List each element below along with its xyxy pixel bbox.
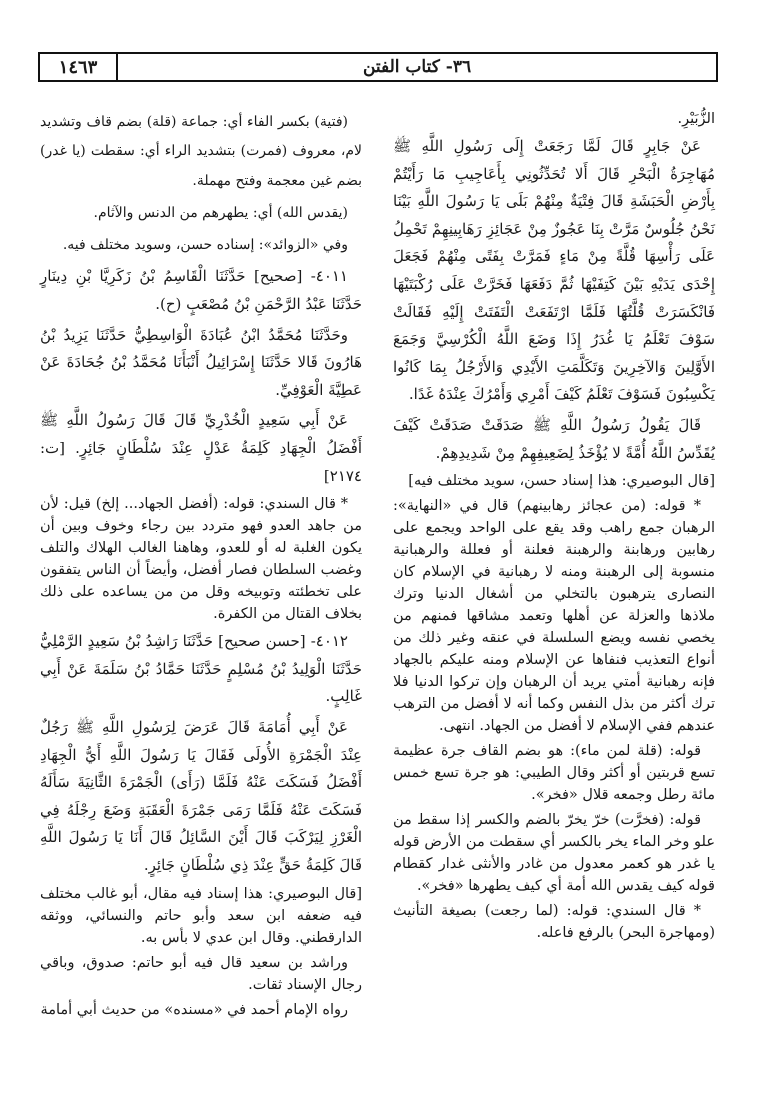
left-hadith-4011-isnad-2: وحَدَّثَنَا مُحَمَّدُ ابْنُ عُبَادَةَ الْوَاسِطِيُّ حَدَّثَنَا يَزِيدُ بْنُ هَارُونَ قَالا حَدَّثَنَا إِسْرَائِيلُ أَنْبَأَنَا مُحَمَّدُ بْنُ جُحَادَةَ عَنْ عَطِيَّةَ الْعَوْفِيِّ. [40, 325, 362, 399]
right-commentary-rahabin: * قوله: (من عجائز رهابينهم) قال في «النهاية»: الرهبان جمع راهب وقد يقع على الواحد ويجمع على رهابين ورهابنة والرهبنة فعلنة أو فعللة والرهبانية منسوبة إلى الرهبنة ومنه لا رهبانية في الإسلام كان النصارى يترهبون بالتخلي من أشغال الدنيا وترك ملاذها والعزلة عن أهلها وتعمد مشاقها فمنهم من يخصي نفسه ويضع السلسلة في عنقه وغير ذلك من أنواع التعذيب فنفاها عن الإسلام ومنه عليكم بالجهاد فإنه رهبانية أمتي يريد أن الرهبان وإن تركوا الدنيا فلا ترك أكثر من بذل النفس وكما أنه لا أفضل من الترهب عندهم ففي الإسلام لا أفضل من الجهاد. انتهى. [393, 498, 715, 735]
running-title: ٣٦- كتاب الفتن [362, 57, 472, 77]
left-hadith-4012-matn: عَنْ أَبِي أُمَامَةَ قَالَ عَرَضَ لِرَسُولِ اللَّهِ ﷺ رَجُلٌ عِنْدَ الْجَمْرَةِ الأُولَى فَقَالَ يَا رَسُولَ اللَّهِ أَيُّ الْجِهَادِ أَفْضَلُ فَسَكَتَ عَنْهُ فَلَمَّا (رَأَى) الْجَمْرَةَ الثَّانِيَةَ سَأَلَهُ فَسَكَتَ عَنْهُ فَلَمَّا رَمَى جَمْرَةَ الْعَقَبَةِ وَضَعَ رِجْلَهُ فِي الْغَرْزِ لِيَرْكَبَ قَالَ أَيْنَ السَّائِلُ قَالَ أَنَا يَا رَسُولَ اللَّهِ قَالَ كَلِمَةُ حَقٍّ عِنْدَ ذِي سُلْطَانٍ جَائِرٍ. [40, 718, 362, 874]
left-column [40, 108, 362, 1024]
left-hadith-4012-isnad: ٤٠١٢- [حسن صحيح] حَدَّثَنَا رَاشِدُ بْنُ سَعِيدٍ الرَّمْلِيُّ حَدَّثَنَا الْوَلِيدُ بْنُ مُسْلِمٍ حَدَّثَنَا حَمَّادُ بْنُ سَلَمَةَ عَنْ أَبِي غَالِبٍ. [40, 632, 362, 706]
right-commentary-qulla: قوله: (قلة لمن ماء): هو بضم القاف جرة عظيمة تسع قربتين أو أكثر وقال الطيبي: هو جرة تسع خمس مائة رطل وجمعه قلال «فخر». [393, 743, 715, 804]
left-busiri-note: [قال البوصيري: هذا إسناد فيه مقال، أبو غالب مختلف فيه ضعفه ابن سعد وأبو حاتم والنسائي، ووثقه الدارقطني. وقال ابن عدي لا بأس به. [40, 885, 362, 946]
left-gloss-fitya: (فتية) بكسر الفاء أي: جماعة (قلة) بضم قاف وتشديد لام، معروف (فمرت) بتشديد الراء أي: سقطت (يا غدر) بضم غين معجمة وفتح مهملة. [40, 114, 362, 189]
left-hadith-4011-isnad: ٤٠١١- [صحيح] حَدَّثَنَا الْقَاسِمُ بْنُ زَكَرِيَّا بْنِ دِينَارٍ حَدَّثَنَا عَبْدُ الرَّحْمَنِ بْنُ مُصْعَبٍ (ح). [40, 267, 362, 314]
right-commentary-kharrat: قوله: (فخرَّت) خرّ يخرّ بالضم والكسر إذا سقط من علو وخر الماء يخر بالكسر أي سقطت من الأرض قوله يا غدر هو كعمر معدول من غادر والأنثى غدار كقطام قوله كيف يقدس الله أمة أي كيف يطهرها «فخر». [393, 812, 715, 895]
left-rashid-note: وراشد بن سعيد قال فيه أبو حاتم: صدوق، وباقي رجال الإسناد ثقات. [40, 954, 362, 993]
left-zawaid-note: وفي «الزوائد»: إسناده حسن، وسويد مختلف فيه. [62, 237, 348, 254]
page-number: ١٤٦٣ [58, 56, 98, 78]
right-hadith-jabir: عَنْ جَابِرٍ قَالَ لَمَّا رَجَعَتْ إِلَى رَسُولِ اللَّهِ ﷺ مُهَاجِرَةُ الْبَحْرِ قَالَ أَلا تُحَدِّثُونِي بِأَعَاجِيبِ مَا رَأَيْتُمْ بِأَرْضِ الْحَبَشَةِ قَالَ فِتْيَةٌ مِنْهُمْ بَلَى يَا رَسُولَ اللَّهِ بَيْنَا نَحْنُ جُلُوسٌ مَرَّتْ بِنَا عَجُوزٌ مِنْ عَجَائِزِ رَهَابِينِهِمْ تَحْمِلُ عَلَى رَأْسِهَا قُلَّةً مِنْ مَاءٍ فَمَرَّتْ بِفَتًى مِنْهُمْ فَجَعَلَ إِحْدَى يَدَيْهِ بَيْنَ كَتِفَيْهَا ثُمَّ دَفَعَهَا فَخَرَّتْ عَلَى رُكْبَتَيْهَا فَانْكَسَرَتْ قُلَّتُهَا فَلَمَّا ارْتَفَعَتْ الْتَفَتَتْ إِلَيْهِ فَقَالَتْ سَوْفَ تَعْلَمُ يَا غُدَرُ إِذَا وَضَعَ اللَّهُ الْكُرْسِيَّ وَجَمَعَ الأَوَّلِينَ وَالآخِرِينَ وَتَكَلَّمَتِ الأَيْدِي وَالأَرْجُلُ بِمَا كَانُوا يَكْسِبُونَ فَسَوْفَ تَعْلَمُ كَيْفَ أَمْرِي وَأَمْرُكَ عِنْدَهُ غَدًا. [393, 137, 715, 404]
left-sindi-commentary: * قال السندي: قوله: (أفضل الجهاد... إلخ) قيل: لأن من جاهد العدو فهو متردد بين رجاء وخوف وبين أن يكون الغلبة له أو للعدو، وهاهنا الغالب الهلاك والتلف وغضب السلطان فصار أفضل، وأيضاً أن الناس يتفقون على تخطئته وتوبيخه وقل من من يساعده على ذلك بخلاف القتال من الكفرة. [40, 496, 362, 623]
page-header [38, 52, 718, 82]
right-commentary-sindi: * قال السندي: قوله: (لما رجعت) بصيغة التأنيث (ومهاجرة البحر) بالرفع فاعله. [393, 903, 715, 942]
left-ahmad-note: رواه الإمام أحمد في «مسنده» من حديث أبي أمامة [40, 1001, 348, 1018]
left-gloss-yuqaddis: (يقدس الله) أي: يطهرهم من الدنس والآثام. [93, 204, 348, 221]
right-busiri-note: [قال البوصيري: هذا إسناد حسن، سويد مختلف فيه] [408, 473, 715, 490]
right-paragraph-1: الزُّبَيْرِ. [677, 111, 715, 127]
left-hadith-4011-matn: عَنْ أَبِي سَعِيدٍ الْخُدْرِيِّ قَالَ قَالَ رَسُولُ اللَّهِ ﷺ أَفْضَلُ الْجِهَادِ كَلِمَةُ عَدْلٍ عِنْدَ سُلْطَانٍ جَائِرٍ. [ت: ٢١٧٤] [40, 411, 362, 485]
right-hadith-continuation: قَالَ يَقُولُ رَسُولُ اللَّهِ ﷺ صَدَقَتْ صَدَقَتْ كَيْفَ يُقَدِّسُ اللَّهُ أُمَّةً لا يُؤْخَذُ لِضَعِيفِهِمْ مِنْ شَدِيدِهِمْ. [393, 415, 715, 462]
right-column [393, 108, 715, 947]
